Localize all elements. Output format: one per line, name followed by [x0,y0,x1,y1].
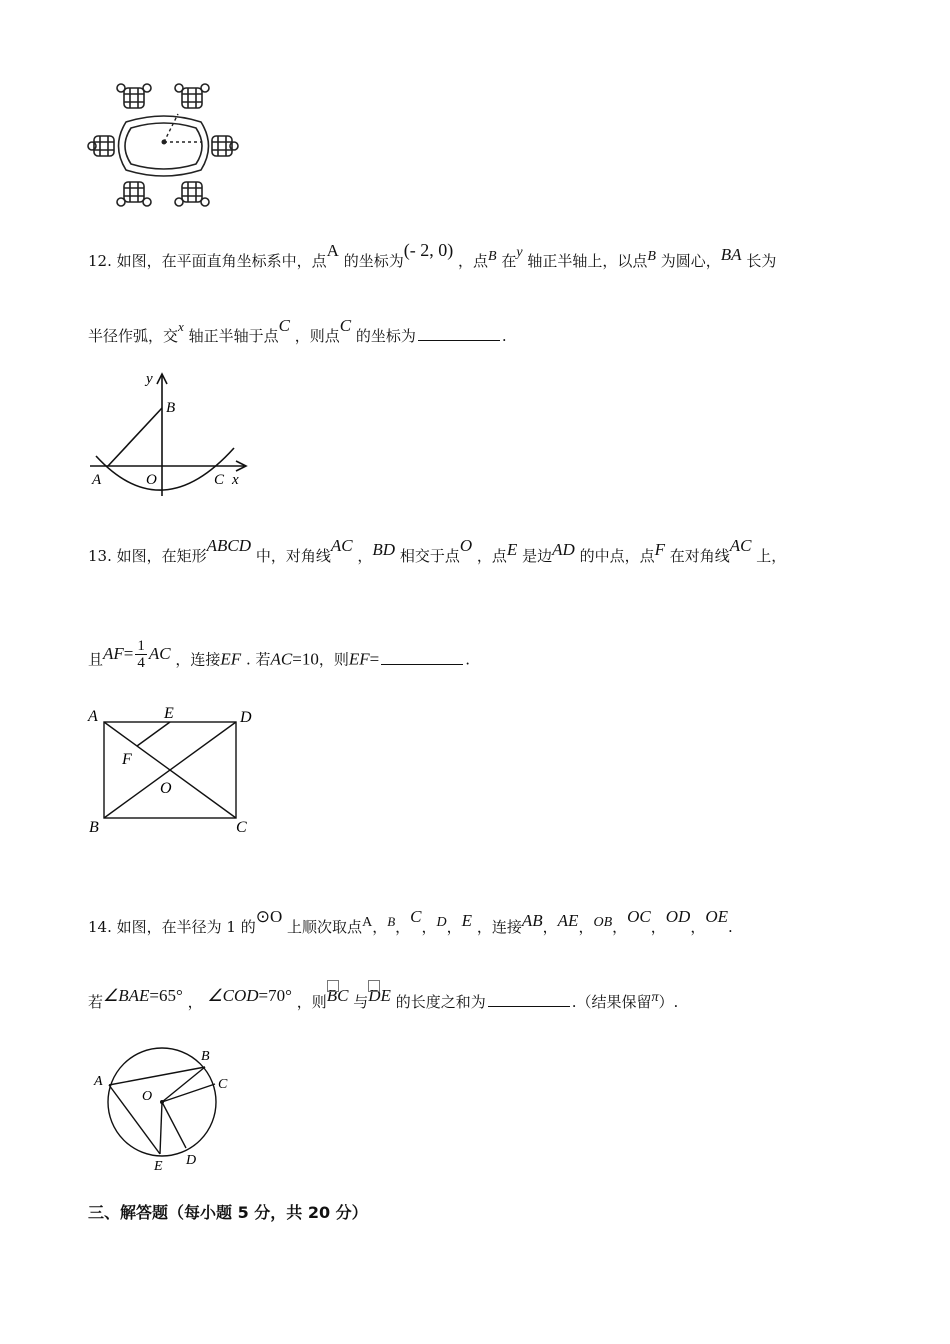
segment-label: AB [521,911,543,930]
comma: ， [542,918,558,936]
q12-text: ，点 [458,252,489,270]
label-x: x [232,472,239,488]
label-a: A [92,472,102,488]
segment-label: AD [552,540,575,559]
comma: ， [372,918,388,936]
value: =10 [292,649,319,669]
q13-text: ，则 [318,650,349,669]
equals: = [123,643,134,663]
q12-text: 长为 [746,252,777,270]
segment-oc [162,1084,215,1102]
q13-text: ，连接 [175,650,221,669]
point-label: A [362,915,373,930]
segment-label: OD [665,907,691,926]
q13-number: 13. [88,547,112,565]
point-label: E [506,540,518,559]
angle-label: ∠BAE [103,986,150,1005]
comma: ， [578,918,594,936]
point-label: C [410,907,422,926]
q13-text: ，点 [476,547,507,565]
q14-text: 如图，在半径为 1 的 [116,918,256,936]
label-o: O [146,472,157,488]
knot-figure [86,80,241,212]
label-a: A [88,708,98,725]
point-label: D [436,915,447,930]
segment-label: BA [720,245,742,264]
period: . [465,650,471,669]
point-label: O [459,536,473,555]
segment-od [162,1102,186,1148]
pi-symbol: π [651,990,659,1005]
segment-label: AC [729,536,752,555]
comma: ， [395,918,411,936]
label-b: B [201,1049,210,1064]
numerator: 1 [137,638,145,654]
answer-blank[interactable] [381,650,463,665]
segment-label: EF [220,649,242,669]
q13-text: 且 [88,650,104,669]
fraction-one-quarter [135,638,147,671]
q14-number: 14. [88,918,112,936]
segment-label: AC [330,536,353,555]
circle-label: ⊙O [255,907,283,926]
q12-text: 的坐标为 [355,327,416,345]
angle-value: =70° [258,986,292,1005]
q12-text: 的坐标为 [343,252,404,270]
label-b: B [166,400,176,416]
comma: ， [446,918,462,936]
q12-text: 轴正半轴上，以点 [527,252,648,270]
axis-label: y [516,245,523,260]
segment-ae [109,1085,160,1154]
q12-line1 [88,240,777,273]
arc-label: BC [326,986,349,1005]
segment-label: AC [270,649,293,669]
q13-text: 上， [756,547,787,565]
comma: ， [357,547,373,565]
comma: ， [612,918,628,936]
q12-text: 为圆心， [660,252,721,270]
q14-text: 与 [353,993,369,1011]
angle-value: =65° [149,986,183,1005]
segment-label: OB [593,915,613,930]
label-e: E [154,1159,163,1174]
segment-label: AF [103,643,124,663]
label-f: F [122,751,132,768]
angle-label: ∠COD [207,986,259,1005]
comma: ， [690,918,706,936]
segment-label: EF [348,649,370,669]
q12-figure [86,368,256,498]
q13-text: 相交于点 [399,547,460,565]
point-label: B [647,249,656,264]
answer-blank[interactable] [488,992,570,1007]
denominator: 4 [137,655,145,671]
q12-text: 半径作弧，交 [88,327,179,345]
q12-text: 在 [501,252,517,270]
q13-line2 [88,638,471,677]
point-label: C [278,316,290,335]
segment-ob [162,1067,205,1102]
q13-text: 的中点，点 [579,547,655,565]
label-d: D [240,709,252,726]
segment-ef [137,722,170,746]
segment-label: OC [627,907,651,926]
rect-label: ABCD [206,536,252,555]
label-o: O [160,780,172,797]
q13-text: . 若 [245,650,271,669]
label-c: C [218,1077,228,1092]
label-o: O [142,1089,153,1104]
label-c: C [214,472,225,488]
point-label: B [387,914,396,929]
label-a: A [94,1074,103,1089]
label-e: E [164,705,174,722]
q14-line1 [88,907,733,939]
q12-text: 轴正半轴于点 [188,327,279,345]
point-label: A [326,241,339,260]
axis-label: x [178,319,184,334]
q13-text: 在对角线 [669,547,730,565]
label-d: D [186,1153,197,1168]
q13-text: 中，对角线 [255,547,331,565]
point-label: F [654,540,665,559]
q14-text: ）. [658,993,679,1011]
segment-label: AC [148,643,171,663]
q13-figure [86,700,266,845]
q12-text: 如图，在平面直角坐标系中，点 [116,252,327,270]
q13-text: 如图，在矩形 [116,547,207,565]
period: . [728,918,733,936]
comma: ， [421,918,437,936]
point-label: C [339,316,352,335]
q13-line1 [88,536,787,566]
segment-label: BD [372,540,396,559]
q14-text: ，连接 [476,918,522,936]
q12-text: ，则点 [294,327,340,345]
q14-text: 的长度之和为 [395,993,486,1011]
comma: ， [650,918,666,936]
label-c: C [236,819,247,836]
equals: = [369,649,380,669]
q14-line2 [88,986,679,1014]
q12-number: 12. [88,252,112,270]
comma: ， [187,993,203,1011]
segment-oe [160,1102,162,1154]
q12-line2 [88,316,507,347]
point-label: B [488,249,497,264]
q14-text: 若 [88,993,104,1011]
label-y: y [146,371,153,387]
segment-ab [108,408,162,466]
q14-text: .（结果保留 [571,993,652,1011]
label-b: B [89,819,99,836]
q14-figure [90,1040,250,1175]
arc-label: DE [368,986,391,1005]
segment-label: OE [705,907,729,926]
section-title: 三、解答题（每小题 5 分，共 20 分） [88,1203,368,1222]
segment-ab [109,1067,205,1085]
q14-text: 上顺次取点 [287,918,363,936]
period: . [501,327,507,345]
answer-blank[interactable] [418,326,500,341]
coordinate: (- 2, 0) [403,240,454,260]
q14-text: ，则 [296,993,327,1011]
point-label: E [461,911,473,930]
q13-text: 是边 [522,547,553,565]
center-point [160,1100,164,1104]
segment-label: AE [557,911,579,930]
